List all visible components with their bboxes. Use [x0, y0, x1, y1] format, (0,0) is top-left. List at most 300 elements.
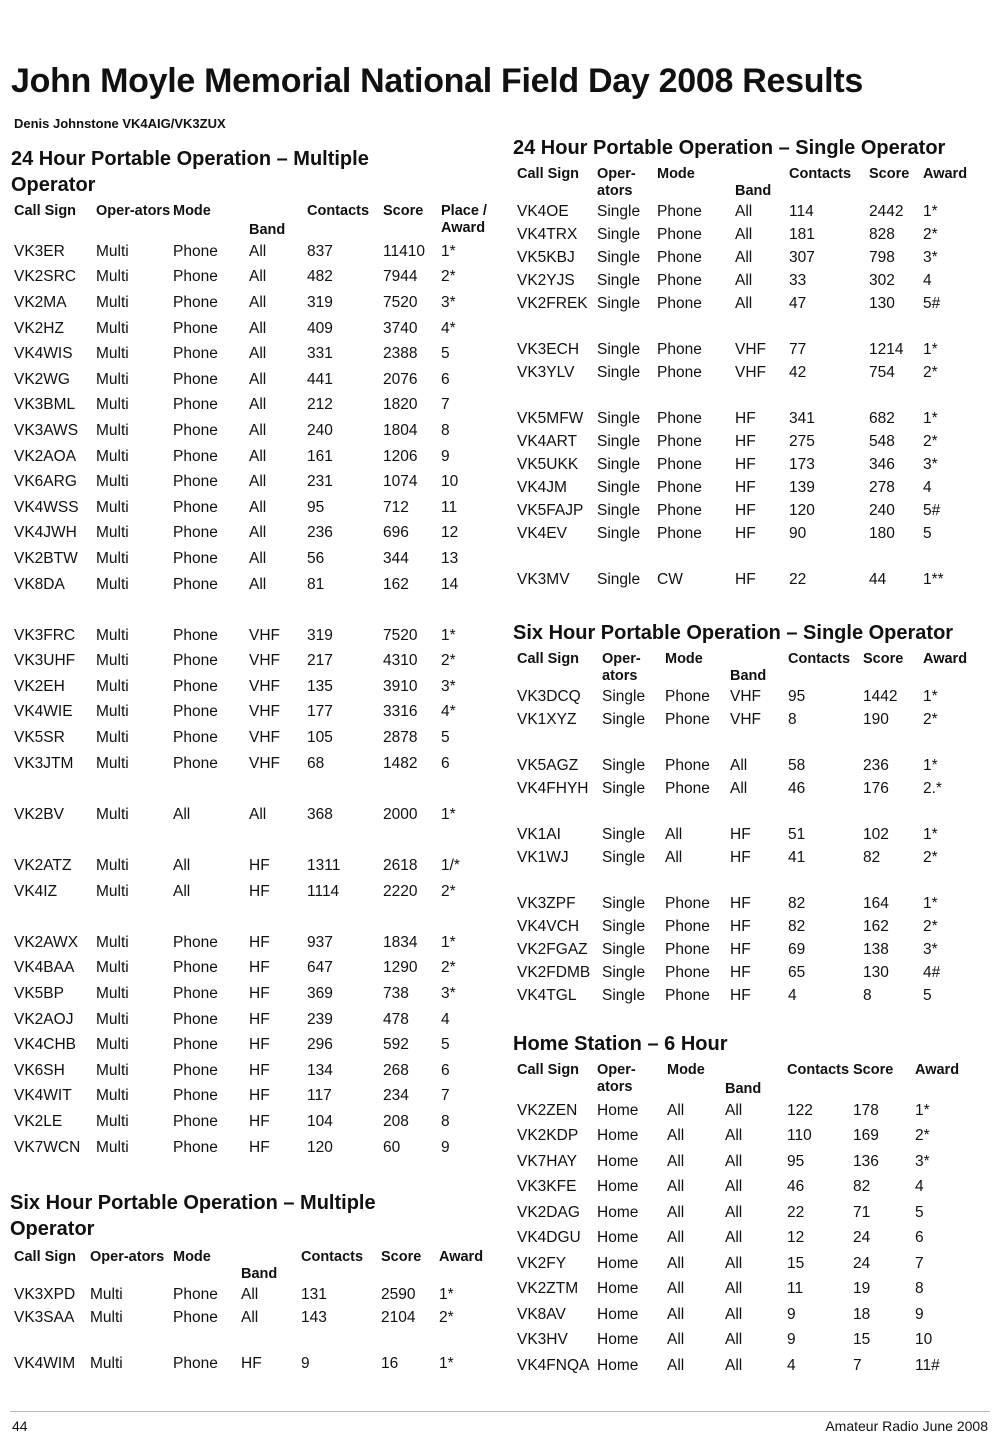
cell-score: 3910	[383, 677, 418, 695]
cell-contacts: 69	[788, 940, 806, 958]
cell-band: All	[725, 1280, 743, 1298]
table-row	[14, 956, 503, 982]
cell-call-sign: VK2MA	[14, 293, 67, 311]
cell-operators: Single	[602, 963, 646, 981]
cell-mode: Phone	[657, 501, 702, 519]
group-spacer	[517, 869, 979, 892]
cell-score: 3316	[383, 703, 418, 721]
cell-mode: Phone	[657, 524, 702, 542]
cell-band: HF	[730, 917, 751, 935]
table-row	[517, 1226, 973, 1252]
cell-band: HF	[241, 1354, 262, 1372]
cell-score: 696	[383, 524, 409, 542]
cell-operators: Single	[602, 710, 646, 728]
cell-band: All	[249, 345, 267, 363]
cell-contacts: 68	[307, 754, 325, 772]
cell-band: HF	[249, 882, 270, 900]
cell-award: 2*	[441, 882, 456, 900]
cell-contacts: 319	[307, 626, 333, 644]
cell-score: 190	[863, 710, 889, 728]
cell-call-sign: VK2AOA	[14, 447, 77, 465]
cell-call-sign: VK3DCQ	[517, 687, 581, 705]
cell-band: VHF	[730, 710, 761, 728]
table-row	[14, 981, 503, 1007]
cell-score: 754	[869, 363, 895, 381]
cell-operators: Multi	[96, 370, 129, 388]
cell-award: 5	[441, 729, 450, 747]
cell-band: VHF	[249, 626, 280, 644]
table-row	[517, 246, 979, 269]
cell-call-sign: VK3MV	[517, 570, 570, 588]
table-row	[517, 961, 979, 984]
cell-award: 6	[915, 1229, 924, 1247]
table-row	[517, 1302, 973, 1328]
cell-score: 138	[863, 940, 889, 958]
cell-award: 2*	[441, 959, 456, 977]
cell-contacts: 1311	[307, 857, 341, 875]
cell-operators: Home	[597, 1331, 639, 1349]
cell-score: 176	[863, 779, 889, 797]
author-byline: Denis Johnstone VK4AIG/VK3ZUX	[14, 116, 226, 131]
table-row	[517, 200, 979, 223]
cell-band: HF	[249, 985, 270, 1003]
cell-mode: Phone	[173, 242, 218, 260]
cell-award: 8	[441, 421, 450, 439]
table-row	[517, 361, 979, 384]
table-row	[517, 1200, 973, 1226]
cell-mode: Phone	[173, 626, 218, 644]
cell-award: 2*	[923, 363, 938, 381]
cell-score: 24	[853, 1254, 871, 1272]
cell-operators: Multi	[96, 857, 129, 875]
cell-band: HF	[249, 1112, 270, 1130]
table-row	[517, 915, 979, 938]
cell-award: 10	[441, 473, 459, 491]
cell-operators: Single	[597, 432, 641, 450]
cell-score: 130	[863, 963, 889, 981]
cell-mode: Phone	[665, 756, 710, 774]
column-header-operators: Oper-ators	[90, 1249, 165, 1265]
cell-mode: All	[667, 1127, 685, 1145]
column-header-band: Band	[249, 222, 286, 238]
cell-operators: Single	[597, 363, 641, 381]
cell-operators: Multi	[96, 959, 129, 977]
cell-call-sign: VK3FRC	[14, 626, 76, 644]
column-header-band: Band	[735, 183, 772, 199]
cell-operators: Single	[597, 271, 641, 289]
cell-score: 208	[383, 1112, 409, 1130]
cell-contacts: 837	[307, 242, 333, 260]
cell-score: 234	[383, 1087, 409, 1105]
cell-operators: Multi	[96, 1138, 129, 1156]
results-table-6h-multi	[14, 1249, 497, 1375]
cell-band: All	[249, 319, 267, 337]
cell-score: 236	[863, 756, 889, 774]
table-row	[14, 469, 503, 495]
cell-award: 7	[441, 396, 450, 414]
cell-award: 5	[915, 1203, 924, 1221]
cell-call-sign: VK7HAY	[517, 1152, 578, 1170]
table-row	[517, 777, 979, 800]
cell-call-sign: VK5BP	[14, 985, 64, 1003]
cell-operators: Single	[597, 570, 641, 588]
cell-award: 6	[441, 1061, 450, 1079]
cell-operators: Single	[597, 478, 641, 496]
cell-mode: Phone	[665, 986, 710, 1004]
cell-award: 2*	[923, 917, 938, 935]
cell-operators: Multi	[96, 549, 129, 567]
cell-mode: Phone	[173, 652, 218, 670]
cell-award: 2.*	[923, 779, 942, 797]
cell-band: HF	[735, 501, 756, 519]
cell-operators: Home	[597, 1152, 639, 1170]
table-row	[14, 649, 503, 675]
cell-mode: All	[667, 1305, 685, 1323]
cell-operators: Multi	[96, 498, 129, 516]
cell-call-sign: VK4JWH	[14, 524, 77, 542]
cell-contacts: 275	[789, 432, 815, 450]
table-row	[14, 341, 503, 367]
cell-band: All	[735, 202, 753, 220]
table-row	[517, 1353, 973, 1379]
cell-contacts: 1114	[307, 882, 340, 900]
cell-contacts: 143	[301, 1308, 327, 1326]
cell-mode: Phone	[665, 894, 710, 912]
cell-call-sign: VK4ART	[517, 432, 578, 450]
cell-contacts: 51	[788, 825, 806, 843]
column-header-award: Award	[923, 651, 968, 667]
results-table-6h-single	[517, 651, 979, 1007]
table-row	[517, 292, 979, 315]
cell-contacts: 161	[307, 447, 333, 465]
cell-mode: All	[173, 882, 191, 900]
cell-score: 130	[869, 294, 895, 312]
column-header-operators: Oper-ators	[96, 203, 171, 219]
cell-score: 2388	[383, 345, 418, 363]
table-row	[517, 1149, 973, 1175]
cell-mode: Phone	[657, 225, 702, 243]
column-header-band: Band	[241, 1266, 278, 1282]
cell-band: HF	[249, 1061, 270, 1079]
cell-call-sign: VK2FDMB	[517, 963, 591, 981]
cell-score: 828	[869, 225, 895, 243]
cell-mode: All	[667, 1280, 685, 1298]
cell-operators: Single	[597, 225, 641, 243]
page-number: 44	[12, 1418, 28, 1434]
cell-call-sign: VK4FNQA	[517, 1356, 590, 1374]
cell-mode: All	[665, 825, 683, 843]
cell-contacts: 12	[787, 1229, 805, 1247]
group-spacer	[517, 545, 979, 568]
cell-operators: Multi	[96, 319, 129, 337]
cell-mode: Phone	[173, 959, 218, 977]
table-header-row	[14, 1249, 497, 1283]
cell-score: 738	[383, 985, 409, 1003]
cell-operators: Single	[597, 340, 641, 358]
cell-mode: Phone	[173, 1285, 218, 1303]
cell-score: 1290	[383, 959, 418, 977]
cell-contacts: 120	[789, 501, 815, 519]
cell-award: 2*	[923, 710, 938, 728]
cell-award: 1*	[923, 409, 938, 427]
cell-award: 9	[441, 1138, 450, 1156]
cell-band: All	[725, 1203, 743, 1221]
cell-operators: Single	[602, 986, 646, 1004]
table-row	[14, 495, 503, 521]
cell-mode: Phone	[173, 293, 218, 311]
cell-award: 4	[441, 1010, 450, 1028]
cell-score: 169	[853, 1127, 879, 1145]
cell-mode: Phone	[665, 963, 710, 981]
cell-operators: Multi	[96, 524, 129, 542]
cell-award: 1/*	[441, 857, 460, 875]
cell-mode: All	[667, 1203, 685, 1221]
cell-call-sign: VK2FGAZ	[517, 940, 588, 958]
column-header-call-sign: Call Sign	[517, 1062, 580, 1078]
cell-call-sign: VK4JM	[517, 478, 567, 496]
cell-call-sign: VK3BML	[14, 396, 76, 414]
cell-call-sign: VK3JTM	[14, 754, 74, 772]
cell-score: 162	[383, 575, 409, 593]
section-title-6h-multi: Six Hour Portable Operation – Multiple Operator	[10, 1192, 376, 1240]
table-row	[517, 938, 979, 961]
group-spacer	[14, 597, 503, 623]
table-row	[14, 853, 503, 879]
cell-award: 2*	[441, 268, 456, 286]
cell-mode: Phone	[173, 575, 218, 593]
column-header-contacts: Contacts	[307, 203, 370, 219]
cell-band: HF	[730, 986, 751, 1004]
cell-band: VHF	[249, 652, 280, 670]
cell-call-sign: VK4TGL	[517, 986, 577, 1004]
cell-contacts: 90	[789, 524, 807, 542]
cell-band: HF	[249, 1036, 270, 1054]
publication-info: Amateur Radio June 2008	[825, 1418, 988, 1434]
table-row	[517, 1098, 973, 1124]
group-spacer	[517, 800, 979, 823]
group-spacer	[517, 315, 979, 338]
cell-operators: Single	[597, 409, 641, 427]
cell-call-sign: VK6SH	[14, 1061, 65, 1079]
cell-contacts: 296	[307, 1036, 333, 1054]
cell-call-sign: VK5UKK	[517, 455, 579, 473]
cell-band: All	[725, 1229, 743, 1247]
cell-contacts: 368	[307, 805, 333, 823]
cell-contacts: 240	[307, 421, 333, 439]
cell-mode: Phone	[173, 1138, 218, 1156]
cell-award: 5	[923, 986, 932, 1004]
cell-mode: Phone	[173, 524, 218, 542]
cell-award: 8	[915, 1280, 924, 1298]
cell-mode: Phone	[173, 729, 218, 747]
cell-score: 180	[869, 524, 895, 542]
cell-score: 682	[869, 409, 895, 427]
cell-band: VHF	[249, 754, 280, 772]
table-row	[14, 725, 503, 751]
cell-contacts: 122	[787, 1101, 813, 1119]
cell-award: 5	[441, 345, 450, 363]
cell-score: 1804	[383, 421, 418, 439]
cell-award: 5	[923, 524, 932, 542]
column-header-operators: Oper-ators	[597, 1062, 636, 1095]
cell-score: 4310	[383, 652, 418, 670]
cell-band: All	[249, 421, 267, 439]
cell-score: 82	[863, 848, 881, 866]
cell-award: 2*	[439, 1308, 454, 1326]
section-title-home-station: Home Station – 6 Hour	[513, 1033, 728, 1055]
column-header-mode: Mode	[657, 166, 695, 182]
cell-award: 6	[441, 370, 450, 388]
cell-contacts: 331	[307, 345, 333, 363]
cell-operators: Multi	[96, 985, 129, 1003]
cell-score: 2104	[381, 1308, 416, 1326]
cell-award: 4#	[923, 963, 941, 981]
cell-score: 478	[383, 1010, 409, 1028]
cell-band: All	[249, 575, 267, 593]
column-header-mode: Mode	[173, 203, 211, 219]
cell-contacts: 341	[789, 409, 815, 427]
cell-award: 2*	[441, 652, 456, 670]
cell-mode: Phone	[657, 432, 702, 450]
cell-band: All	[725, 1254, 743, 1272]
cell-mode: Phone	[173, 1010, 218, 1028]
table-row	[14, 572, 503, 598]
cell-operators: Single	[602, 825, 646, 843]
cell-award: 3*	[915, 1152, 930, 1170]
column-header-band: Band	[725, 1081, 762, 1097]
table-row	[517, 685, 979, 708]
cell-call-sign: VK7WCN	[14, 1138, 81, 1156]
cell-contacts: 369	[307, 985, 333, 1003]
cell-mode: Phone	[173, 703, 218, 721]
cell-contacts: 11	[787, 1280, 804, 1298]
cell-band: All	[735, 225, 753, 243]
cell-score: 18	[853, 1305, 871, 1323]
table-row	[14, 751, 503, 777]
table-row	[517, 453, 979, 476]
cell-operators: Single	[602, 779, 646, 797]
cell-mode: Phone	[665, 779, 710, 797]
cell-band: VHF	[730, 687, 761, 705]
cell-contacts: 56	[307, 549, 325, 567]
cell-band: All	[735, 271, 753, 289]
cell-contacts: 95	[788, 687, 806, 705]
group-spacer	[14, 904, 503, 930]
table-row	[14, 444, 503, 470]
cell-band: All	[735, 294, 753, 312]
cell-operators: Multi	[96, 805, 129, 823]
table-row	[14, 1352, 497, 1375]
cell-call-sign: VK4VCH	[517, 917, 580, 935]
table-row	[517, 476, 979, 499]
cell-award: 1*	[441, 626, 456, 644]
cell-band: All	[241, 1285, 259, 1303]
cell-band: All	[249, 242, 267, 260]
cell-call-sign: VK2FREK	[517, 294, 588, 312]
cell-award: 1*	[923, 756, 938, 774]
cell-band: All	[725, 1152, 743, 1170]
cell-band: HF	[735, 455, 756, 473]
cell-mode: Phone	[657, 478, 702, 496]
cell-score: 60	[383, 1138, 401, 1156]
section-title-24h-single: 24 Hour Portable Operation – Single Operator	[513, 137, 946, 159]
cell-mode: Phone	[657, 271, 702, 289]
cell-score: 240	[869, 501, 895, 519]
cell-score: 11410	[383, 242, 425, 260]
cell-award: 2*	[923, 848, 938, 866]
table-row	[517, 1175, 973, 1201]
cell-award: 4	[915, 1178, 924, 1196]
cell-award: 5	[441, 1036, 450, 1054]
table-row	[14, 546, 503, 572]
cell-call-sign: VK2SRC	[14, 268, 77, 286]
cell-score: 7	[853, 1356, 862, 1374]
cell-call-sign: VK3UHF	[14, 652, 76, 670]
cell-operators: Single	[597, 455, 641, 473]
column-header-score: Score	[383, 203, 424, 219]
cell-operators: Home	[597, 1254, 639, 1272]
cell-mode: Phone	[173, 447, 218, 465]
cell-mode: Phone	[173, 1308, 218, 1326]
cell-score: 2878	[383, 729, 418, 747]
cell-contacts: 47	[789, 294, 807, 312]
table-row	[14, 521, 503, 547]
cell-contacts: 46	[788, 779, 806, 797]
table-row	[14, 1306, 497, 1329]
cell-operators: Single	[602, 687, 646, 705]
cell-award: 14	[441, 575, 459, 593]
cell-score: 44	[869, 570, 887, 588]
cell-call-sign: VK4DGU	[517, 1229, 581, 1247]
group-spacer	[14, 776, 503, 802]
table-row	[14, 1084, 503, 1110]
cell-award: 2*	[923, 432, 938, 450]
cell-operators: Single	[597, 202, 641, 220]
table-row	[14, 674, 503, 700]
cell-operators: Multi	[90, 1285, 123, 1303]
cell-call-sign: VK5FAJP	[517, 501, 584, 519]
cell-operators: Multi	[96, 652, 129, 670]
group-spacer	[14, 1329, 497, 1352]
cell-award: 1*	[915, 1101, 930, 1119]
cell-score: 344	[383, 549, 409, 567]
cell-call-sign: VK2AWX	[14, 933, 79, 951]
cell-operators: Multi	[96, 421, 129, 439]
cell-score: 2076	[383, 370, 418, 388]
cell-award: 8	[441, 1112, 450, 1130]
cell-contacts: 236	[307, 524, 333, 542]
table-row	[517, 568, 979, 591]
cell-mode: Phone	[173, 1087, 218, 1105]
cell-contacts: 441	[307, 370, 333, 388]
cell-award: 5#	[923, 501, 941, 519]
cell-score: 7520	[383, 293, 418, 311]
cell-contacts: 9	[301, 1354, 310, 1372]
cell-call-sign: VK4WIE	[14, 703, 73, 721]
table-row	[517, 892, 979, 915]
cell-mode: All	[667, 1229, 685, 1247]
cell-operators: Multi	[96, 396, 129, 414]
cell-band: VHF	[249, 703, 280, 721]
cell-band: All	[249, 268, 267, 286]
cell-operators: Multi	[96, 447, 129, 465]
cell-band: HF	[730, 825, 751, 843]
cell-contacts: 134	[307, 1061, 333, 1079]
cell-band: All	[249, 524, 267, 542]
cell-score: 2000	[383, 805, 418, 823]
table-row	[14, 290, 503, 316]
cell-mode: Phone	[657, 248, 702, 266]
